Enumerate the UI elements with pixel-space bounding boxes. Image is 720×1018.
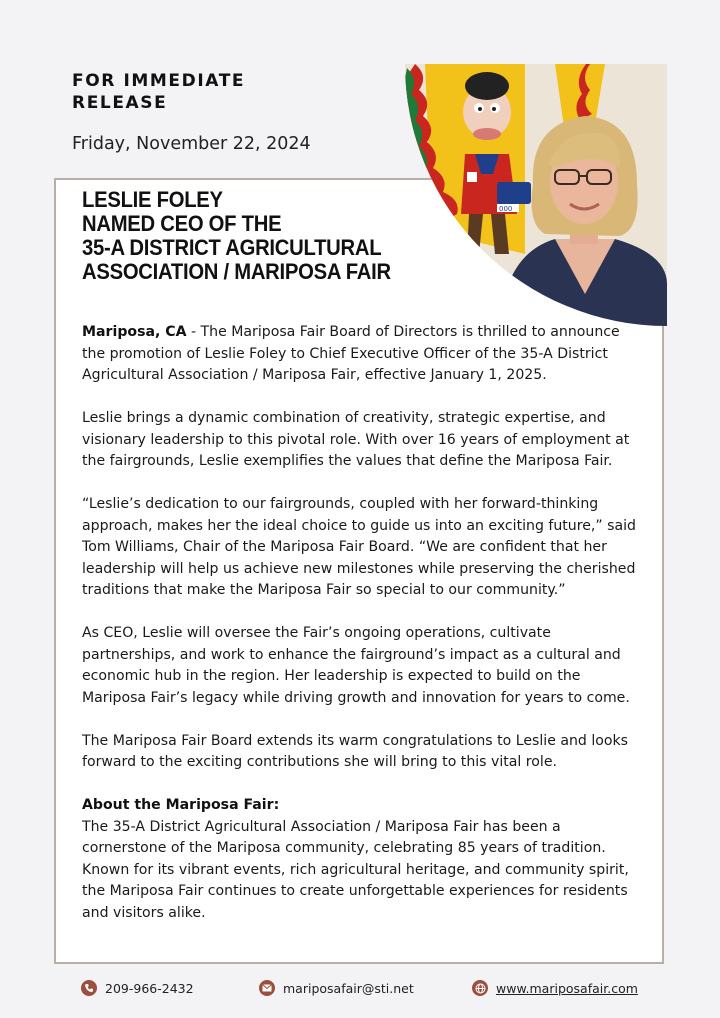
about-heading: About the Mariposa Fair: (82, 797, 280, 813)
headline (82, 188, 406, 284)
intro-text: - The Mariposa Fair Board of Directors is thrilled to announce the promotion of Leslie Foley to Chief Executive Officer of the 35-A District Agricultural Association / Mariposa Fair, effective January 1, 2025. (82, 324, 620, 383)
globe-icon (472, 980, 488, 996)
press-release-body (82, 322, 642, 924)
paragraph-intro (82, 322, 642, 387)
dateline: Mariposa, CA (82, 324, 187, 340)
release-label (72, 70, 332, 114)
release-line-2: RELEASE (72, 93, 168, 113)
paragraph-congratulations: The Mariposa Fair Board extends its warm congratulations to Leslie and looks forward to the exciting contributions she will bring to this vital role. (82, 732, 629, 770)
website-url[interactable]: www.mariposafair.com (496, 980, 638, 996)
about-text: The 35-A District Agricultural Association / Mariposa Fair has been a cornerstone of the Mariposa community, celebrating 85 years of tradition. Known for its vibrant events, rich agricultural heritage, and community spirit, the Mariposa Fair continues to create unforgettable experiences for residents and visitors alike. (82, 818, 629, 921)
phone-icon (81, 980, 97, 996)
mascot-badge: 000 (499, 205, 513, 213)
paragraph-quote: “Leslie’s dedication to our fairgrounds, coupled with her forward-thinking approach, makes her the ideal choice to guide us into an exciting future,” said Tom Williams, Chair of the Mariposa Fair Board. “We are confident that her leadership will help us achieve new milestones while preserving the cherished traditions that make the Mariposa Fair so special to our community.” (82, 496, 636, 598)
website-link[interactable] (472, 980, 638, 996)
headline-line-4: ASSOCIATION / MARIPOSA FAIR (82, 259, 391, 284)
email-contact[interactable] (259, 980, 414, 996)
phone-number: 209-966-2432 (105, 980, 194, 996)
release-date: Friday, November 22, 2024 (72, 134, 311, 154)
paragraph-responsibilities: As CEO, Leslie will oversee the Fair’s ongoing operations, cultivate partnerships, and work to enhance the fairground’s impact as a cultural and economic hub in the region. Her leadership is expected to build on the Mariposa Fair’s legacy while driving growth and innovation for years to come. (82, 625, 630, 706)
release-line-1: FOR IMMEDIATE (72, 71, 246, 91)
phone-contact[interactable] (81, 980, 194, 996)
headline-line-3: 35-A DISTRICT AGRICULTURAL (82, 235, 382, 260)
headline-line-2: NAMED CEO OF THE (82, 211, 282, 236)
email-address: mariposafair@sti.net (283, 980, 414, 996)
headline-line-1: LESLIE FOLEY (82, 187, 223, 212)
envelope-icon (259, 980, 275, 996)
footer-contact (0, 980, 720, 1000)
paragraph-background: Leslie brings a dynamic combination of creativity, strategic expertise, and visionary leadership to this pivotal role. With over 16 years of employment at the fairgrounds, Leslie exemplifies the values that define the Mariposa Fair. (82, 410, 630, 469)
about-section (82, 795, 642, 924)
